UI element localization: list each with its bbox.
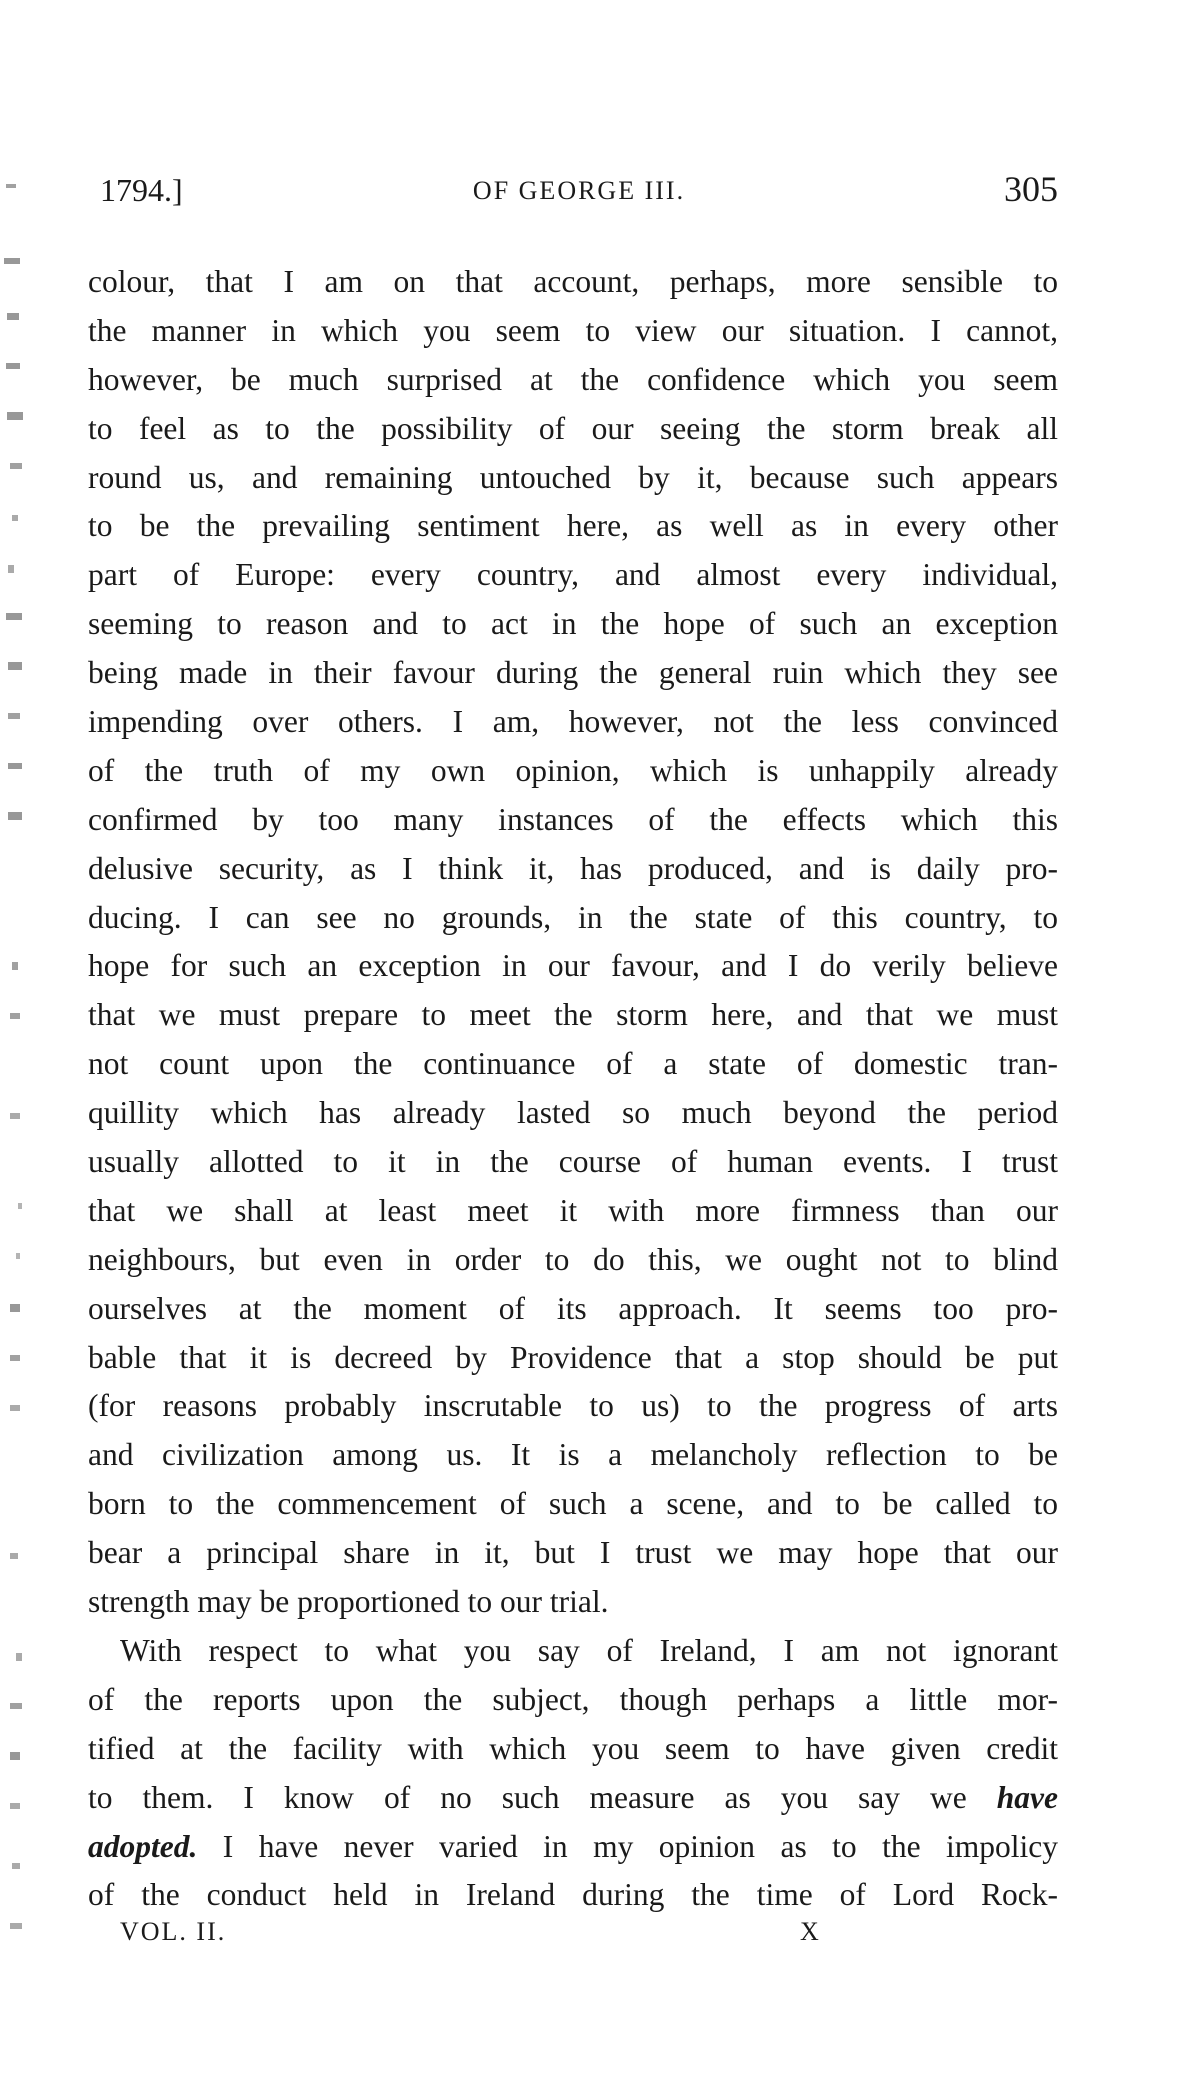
bleed-mark (4, 760, 26, 772)
bleed-mark (4, 960, 26, 972)
text-line: round us, and remaining untouched by it, because such appears (88, 459, 1058, 495)
text-line: being made in their favour during the general ruin which they see (88, 655, 1058, 691)
text-segment: to them. I know of no such measure as you say we (88, 1779, 967, 1815)
bleed-mark (4, 1402, 26, 1414)
text-line: hope for such an exception in our favour, and I do verily believe (88, 948, 1058, 984)
bleed-mark (4, 1550, 26, 1562)
text-segment: I have never varied in my opinion as to the impolicy (222, 1828, 1058, 1864)
volume-label: VOL. II. (120, 1917, 227, 1946)
bleed-mark (4, 562, 26, 574)
text-line: not count upon the continuance of a state of domestic tran- (88, 1046, 1058, 1082)
bleed-mark (4, 610, 26, 622)
bleed-mark (4, 660, 26, 672)
bleed-mark (4, 1110, 26, 1122)
text-line: of the truth of my own opinion, which is unhappily already (88, 752, 1058, 788)
text-line: delusive security, as I think it, has produced, and is daily pro- (88, 850, 1058, 886)
emphasis-adopted: adopted. (88, 1828, 198, 1864)
bleed-mark (4, 1250, 26, 1262)
body-text (88, 258, 1058, 1920)
bleed-mark (4, 255, 26, 267)
bleed-mark (4, 1800, 26, 1812)
text-line-with-emphasis (88, 1774, 1058, 1823)
bleed-mark (4, 710, 26, 722)
text-line: (for reasons probably inscrutable to us) to the progress of arts (88, 1388, 1058, 1424)
bleed-mark (4, 1302, 26, 1314)
text-line: confirmed by too many instances of the effects which this (88, 801, 1058, 837)
bleed-mark (4, 1700, 26, 1712)
text-line: and civilization among us. It is a melancholy reflection to be (88, 1437, 1058, 1473)
text-line-with-emphasis (88, 1823, 1058, 1872)
text-line: however, be much surprised at the confidence which you seem (88, 361, 1058, 397)
bleed-mark (4, 410, 26, 422)
page-footer (120, 1917, 840, 1957)
running-title: OF GEORGE III. (472, 176, 686, 205)
emphasis-have: have (996, 1779, 1058, 1815)
text-line: to be the prevailing sentiment here, as well as in every other (88, 508, 1058, 544)
header-year: 1794.] (100, 172, 183, 208)
text-line: of the reports upon the subject, though perhaps a little mor- (88, 1681, 1058, 1717)
text-line: colour, that I am on that account, perhaps, more sensible to (88, 264, 1058, 299)
text-line: born to the commencement of such a scene, and to be called to (88, 1486, 1058, 1522)
bleed-mark (4, 180, 26, 192)
text-line: usually allotted to it in the course of human events. I trust (88, 1144, 1058, 1180)
text-line: strength may be proportioned to our trial. (88, 1584, 609, 1620)
text-line: seeming to reason and to act in the hope of such an exception (88, 606, 1058, 642)
text-line: ducing. I can see no grounds, in the state of this country, to (88, 899, 1058, 935)
facing-page-bleed (0, 160, 40, 2020)
text-line: bable that it is decreed by Providence that a stop should be put (88, 1339, 1058, 1375)
text-line: the manner in which you seem to view our situation. I cannot, (88, 312, 1058, 348)
text-line: to feel as to the possibility of our seeing the storm break all (88, 410, 1058, 446)
bleed-mark (4, 512, 26, 524)
text-line: that we shall at least meet it with more firmness than our (88, 1192, 1058, 1228)
text-line: impending over others. I am, however, not the less convinced (88, 704, 1058, 740)
text-line: part of Europe: every country, and almost every individual, (88, 557, 1058, 593)
bleed-mark (4, 1010, 26, 1022)
text-line: quillity which has already lasted so much beyond the period (88, 1095, 1058, 1131)
bleed-mark (4, 360, 26, 372)
bleed-mark (4, 1860, 26, 1872)
bleed-mark (4, 1920, 26, 1932)
bleed-mark (4, 1200, 26, 1212)
signature-mark: X (800, 1917, 821, 1946)
bleed-mark (4, 1750, 26, 1762)
bleed-mark (4, 310, 26, 322)
text-line: With respect to what you say of Ireland, I am not ignorant (120, 1632, 1058, 1668)
text-line: neighbours, but even in order to do this, we ought not to blind (88, 1241, 1058, 1277)
text-line: tified at the facility with which you seem to have given credit (88, 1730, 1058, 1766)
text-line: bear a principal share in it, but I trust we may hope that our (88, 1535, 1058, 1571)
bleed-mark (4, 1650, 26, 1662)
text-line: ourselves at the moment of its approach. It seems too pro- (88, 1290, 1058, 1326)
page-number: 305 (1004, 169, 1058, 209)
bleed-mark (4, 810, 26, 822)
text-line: of the conduct held in Ireland during the time of Lord Rock- (88, 1877, 1058, 1913)
running-header (100, 169, 1058, 222)
bleed-mark (4, 460, 26, 472)
bleed-mark (4, 1352, 26, 1364)
text-line: that we must prepare to meet the storm here, and that we must (88, 997, 1058, 1033)
